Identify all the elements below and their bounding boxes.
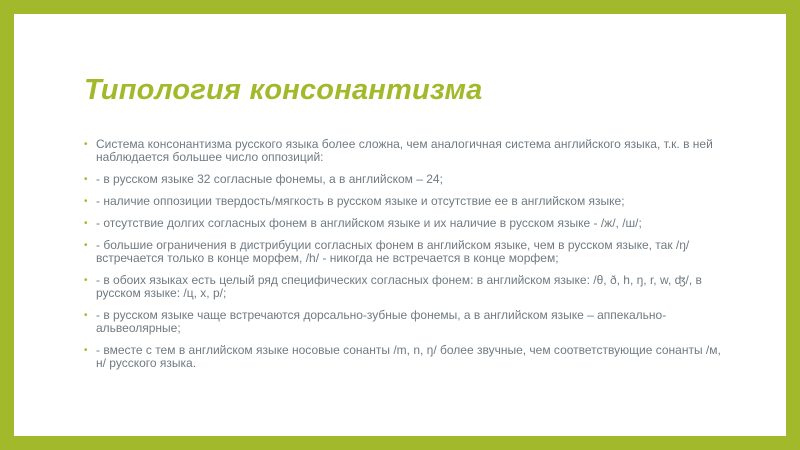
slide (14, 14, 786, 436)
bullet-text: - отсутствие долгих согласных фонем в английском языке и их наличие в русском языке - /ж/, /ш/; (96, 216, 642, 230)
list-item (84, 344, 734, 370)
bullet-text: - в русском языке чаще встречаются дорсально-зубные фонемы, а в английском языке – аппекально-альвеолярные; (96, 308, 667, 335)
list-item (84, 195, 734, 208)
slide-title: Типология консонантизма (84, 74, 483, 106)
bullet-text: - вместе с тем в английском языке носовые сонанты /m, n, ŋ/ более звучные, чем соответствующие сонанты /м, н/ русского языка. (96, 343, 721, 370)
bullet-dot-icon: • (84, 310, 88, 321)
list-item (84, 173, 734, 186)
list-item (84, 217, 734, 230)
bullet-text: Система консонантизма русского языка более сложна, чем аналогичная система английского языка, т.к. в ней наблюдается большее число оппозиций: (96, 137, 713, 164)
bullet-list (84, 138, 734, 379)
bullet-dot-icon: • (84, 139, 88, 150)
list-item (84, 239, 734, 265)
bullet-dot-icon: • (84, 275, 88, 286)
list-item (84, 274, 734, 300)
bullet-dot-icon: • (84, 218, 88, 229)
bullet-dot-icon: • (84, 240, 88, 251)
bullet-text: - в русском языке 32 согласные фонемы, а в английском – 24; (96, 172, 443, 186)
bullet-dot-icon: • (84, 174, 88, 185)
list-item (84, 138, 734, 164)
bullet-text: - большие ограничения в дистрибуции согласных фонем в английском языке, чем в русском языке, так /ŋ/ встречается только в конце морфем, /h/ - никогда не встречается в конце морфем; (96, 238, 690, 265)
bullet-dot-icon: • (84, 345, 88, 356)
bullet-text: - в обоих языках есть целый ряд специфических согласных фонем: в английском языке: /θ, ð, h, ŋ, r, w, ʤ/, в русском языке: /ц, х, р/; (96, 273, 702, 300)
bullet-text: - наличие оппозиции твердость/мягкость в русском языке и отсутствие ее в английском языке; (96, 194, 625, 208)
list-item (84, 309, 734, 335)
bullet-dot-icon: • (84, 196, 88, 207)
